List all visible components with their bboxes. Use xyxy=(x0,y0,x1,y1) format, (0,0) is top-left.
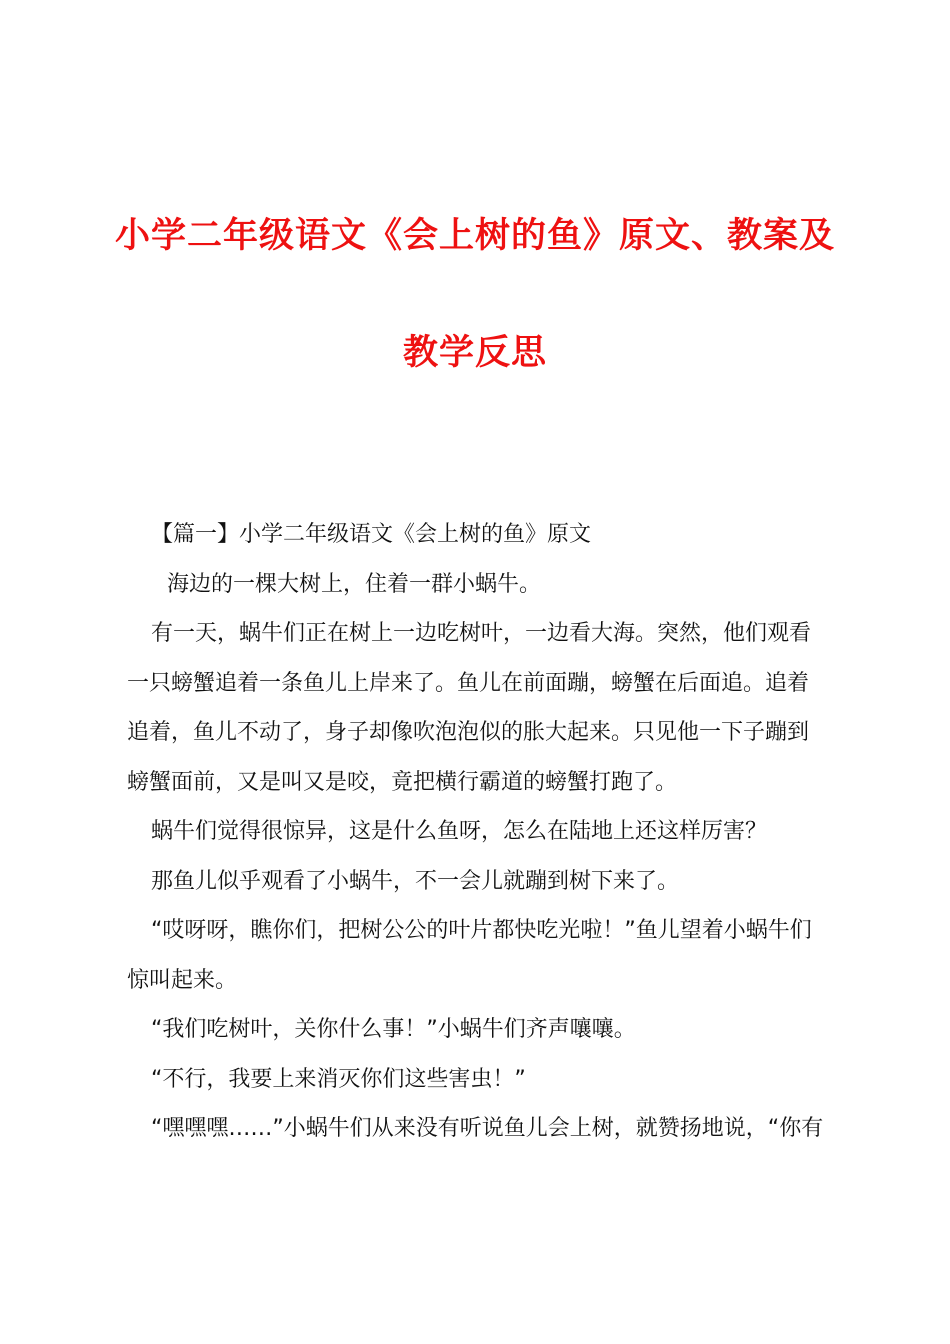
paragraph-line: 海边的一棵大树上，住着一群小蜗牛。 xyxy=(167,571,542,597)
paragraph-line: “不行，我要上来消灭你们这些害虫！” xyxy=(151,1066,526,1092)
paragraph-line: 那鱼儿似乎观看了小蜗牛，不一会儿就蹦到树下来了。 xyxy=(151,868,680,894)
paragraph-line: 惊叫起来。 xyxy=(127,967,238,993)
paragraph-line: “哎呀呀，瞧你们，把树公公的叶片都快吃光啦！”鱼儿望着小蜗牛们 xyxy=(151,918,812,943)
document-title-line-2: 教学反思 xyxy=(402,332,547,373)
section-heading: 【篇一】小学二年级语文《会上树的鱼》原文 xyxy=(151,522,592,547)
paragraph-line: 有一天，蜗牛们正在树上一边吃树叶，一边看大海。突然，他们观看 xyxy=(151,621,812,646)
paragraph-line: 蜗牛们觉得很惊异，这是什么鱼呀，怎么在陆地上还这样厉害？ xyxy=(151,819,768,844)
paragraph-line: 螃蟹面前，又是叫又是咬，竟把横行霸道的螃蟹打跑了。 xyxy=(127,769,678,795)
paragraph-line: “嘿嘿嘿……”小蜗牛们从来没有听说鱼儿会上树，就赞扬地说，“你有 xyxy=(151,1116,824,1141)
paragraph-line: 追着，鱼儿不动了，身子却像吹泡泡似的胀大起来。只见他一下子蹦到 xyxy=(127,720,810,745)
document-title-line-1: 小学二年级语文《会上树的鱼》原文、教案及 xyxy=(114,215,835,256)
document-body xyxy=(127,510,833,1154)
paragraph-line: 一只螃蟹追着一条鱼儿上岸来了。鱼儿在前面蹦，螃蟹在后面追。追着 xyxy=(127,670,810,696)
paragraph-line: “我们吃树叶，关你什么事！”小蜗牛们齐声嚷嚷。 xyxy=(151,1017,636,1042)
